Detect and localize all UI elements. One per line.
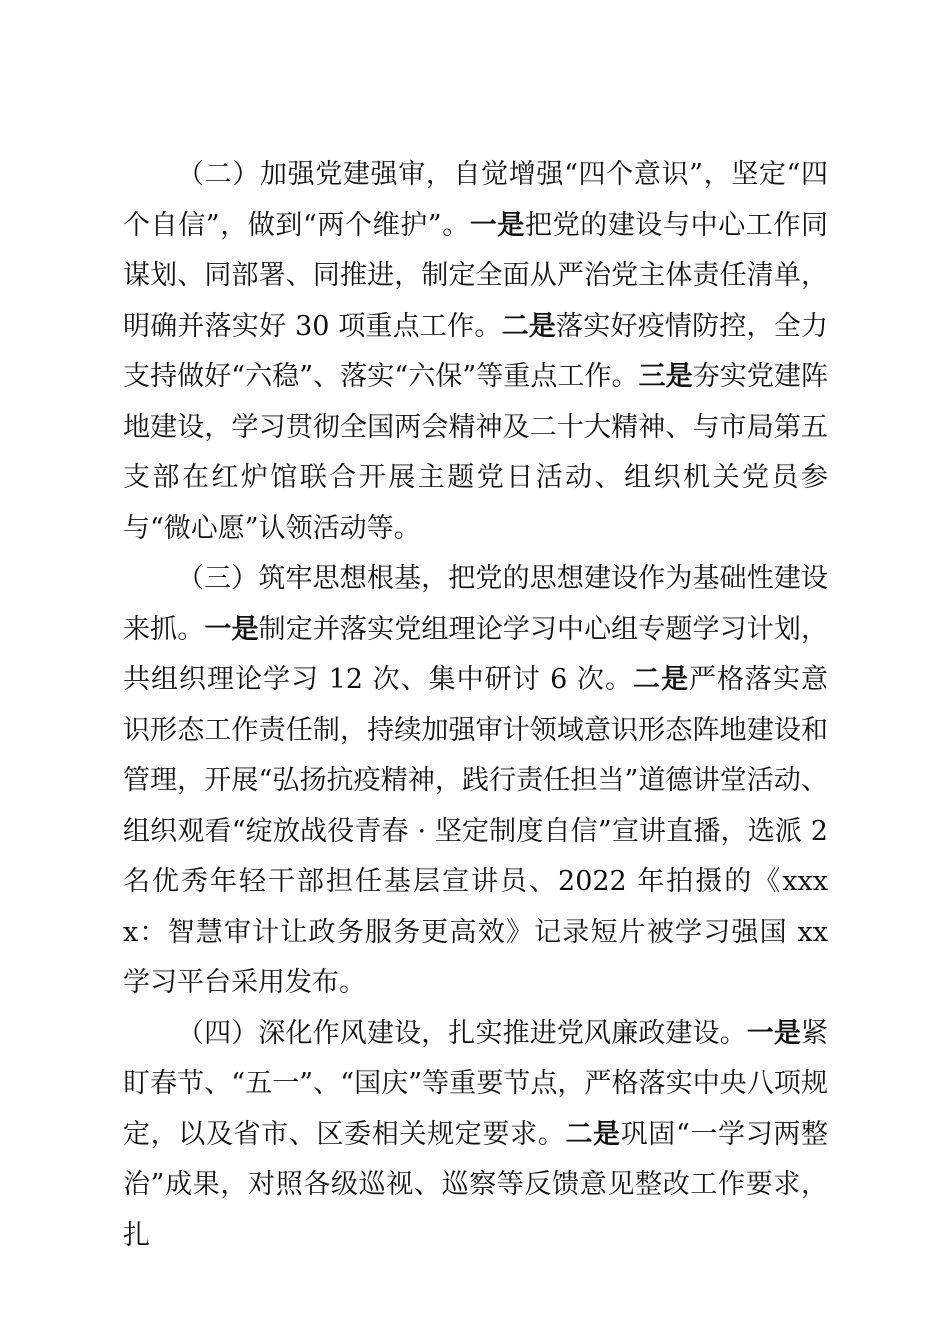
document-body [123, 150, 828, 1261]
lead-first: 一是 [746, 1017, 802, 1049]
paragraph-text: 把党的建设与中心工作同谋划、同部署、同推进，制定全面从严治党主体责任清单，明确并落实好 30 项重点工作。 [123, 209, 829, 342]
paragraph-work-style [123, 1009, 828, 1262]
lead-first: 一是 [204, 613, 259, 645]
paragraph-text: 巩固“一学习两整治”成果，对照各级巡视、巡察等反馈意见整改工作要求，扎 [123, 1118, 828, 1251]
lead-third: 三是 [638, 361, 693, 392]
paragraph-text: 夯实党建阵地建设，学习贯彻全国两会精神及二十大精神、与市局第五支部在红炉馆联合开展主题党日活动、组织机关党员参与“微心愿”认领活动等。 [123, 361, 829, 544]
paragraph-ideology [123, 554, 828, 1009]
paragraph-heading: （二）加强党建强审，自觉增强“四个意识”，坚定“四个自信”，做到“两个维护”。 [123, 159, 828, 241]
paragraph-text: 严格落实意识形态工作责任制，持续加强审计领域意识形态阵地建设和管理，开展“弘扬抗疫精神，践行责任担当”道德讲堂活动、组织观看“绽放战役青春 · 坚定制度自信”宣讲直播，选派 2 名优秀年轻干部担任基层宣讲员、2022 年拍摄的《xxxx：智慧审计让政务服务更高效》记录短片被学习强国 xx 学习平台采用发布。 [123, 664, 829, 998]
paragraph-text: 落实好疫情防控，全力支持做好“六稳”、落实“六保”等重点工作。 [123, 310, 828, 392]
lead-second: 二是 [632, 664, 689, 695]
paragraph-party-building [123, 150, 828, 554]
paragraph-heading: （三）筑牢思想根基，把党的思想建设作为基础性建设来抓。 [123, 563, 828, 645]
paragraph-heading: （四）深化作风建设，扎实推进党风廉政建设。 [177, 1017, 747, 1049]
lead-second: 二是 [565, 1118, 621, 1150]
paragraph-text: 制定并落实党组理论学习中心组专题学习计划，共组织理论学习 12 次、集中研讨 6 次。 [123, 613, 829, 695]
lead-first: 一是 [469, 209, 526, 241]
paragraph-text: 紧盯春节、“五一”、“国庆”等重要节点，严格落实中央八项规定，以及省市、区委相关规定要求。 [123, 1017, 829, 1150]
lead-second: 二是 [501, 310, 557, 342]
